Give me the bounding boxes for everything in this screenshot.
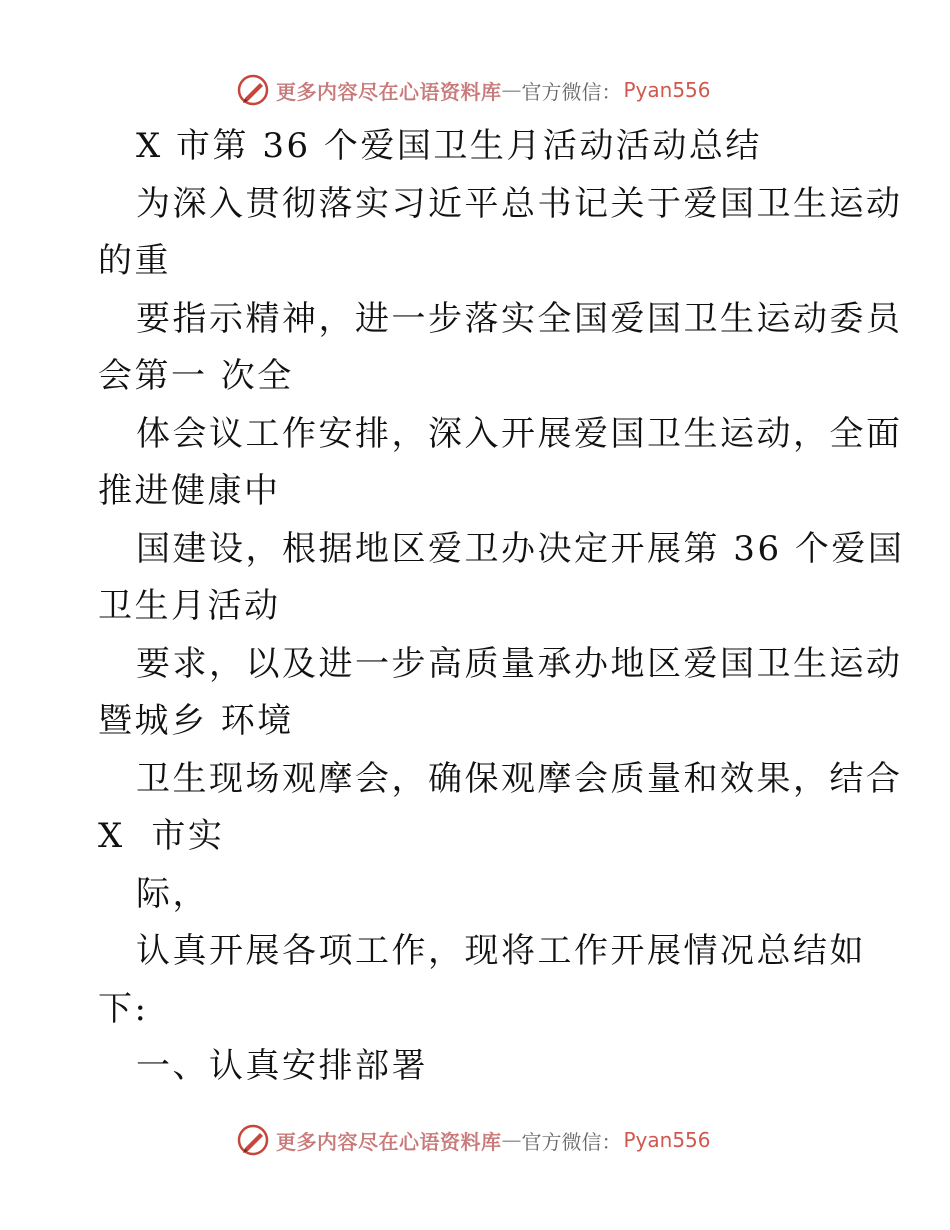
text-line: X 市实 (98, 816, 225, 856)
text-line: 际， (136, 873, 209, 914)
section-heading: 一、认真安排部署 (136, 1046, 428, 1086)
pen-logo-icon (236, 73, 270, 107)
pen-logo-icon (236, 1123, 270, 1157)
text-line: 为深入贯彻落实习近平总书记关于爱国卫生运动 (136, 183, 903, 224)
text-line: 卫生月活动 (98, 586, 281, 626)
footer-watermark (236, 1120, 711, 1160)
watermark-wechat-label: 官方微信： (521, 79, 622, 104)
text-line: 要指示精神，进一步落实全国爱国卫生运动委员 (136, 298, 903, 339)
text-line: 暨城乡 环境 (98, 701, 294, 741)
text-line: 认真开展各项工作，现将工作开展情况总结如 (136, 931, 866, 971)
watermark-wechat-id: Pyan556 (623, 1128, 711, 1152)
document-title: X 市第 36 个爱国卫生月活动活动总结 (136, 126, 762, 166)
text-line: 卫生现场观摩会，确保观摩会质量和效果，结合 (136, 758, 903, 799)
document-body (98, 118, 905, 1096)
text-line: 国建设，根据地区爱卫办决定开展第 36 个爱国 (136, 528, 905, 569)
text-line: 体会议工作安排，深入开展爱国卫生运动，全面 (136, 413, 903, 454)
watermark-lead-text: 更多内容尽在心语资料库 (276, 1129, 502, 1154)
watermark-wechat-id: Pyan556 (623, 78, 711, 102)
text-line: 要求，以及进一步高质量承办地区爱国卫生运动 (136, 643, 903, 684)
watermark-dash: — (501, 78, 522, 102)
text-line: 推进健康中 (98, 471, 281, 511)
watermark-wechat-label: 官方微信： (521, 1129, 622, 1154)
header-watermark (236, 70, 711, 110)
text-line: 的重 (98, 241, 171, 281)
watermark-dash: — (501, 1128, 522, 1152)
text-line: 会第一 次全 (98, 356, 294, 396)
text-line: 下: (98, 988, 149, 1029)
watermark-lead-text: 更多内容尽在心语资料库 (276, 79, 502, 104)
